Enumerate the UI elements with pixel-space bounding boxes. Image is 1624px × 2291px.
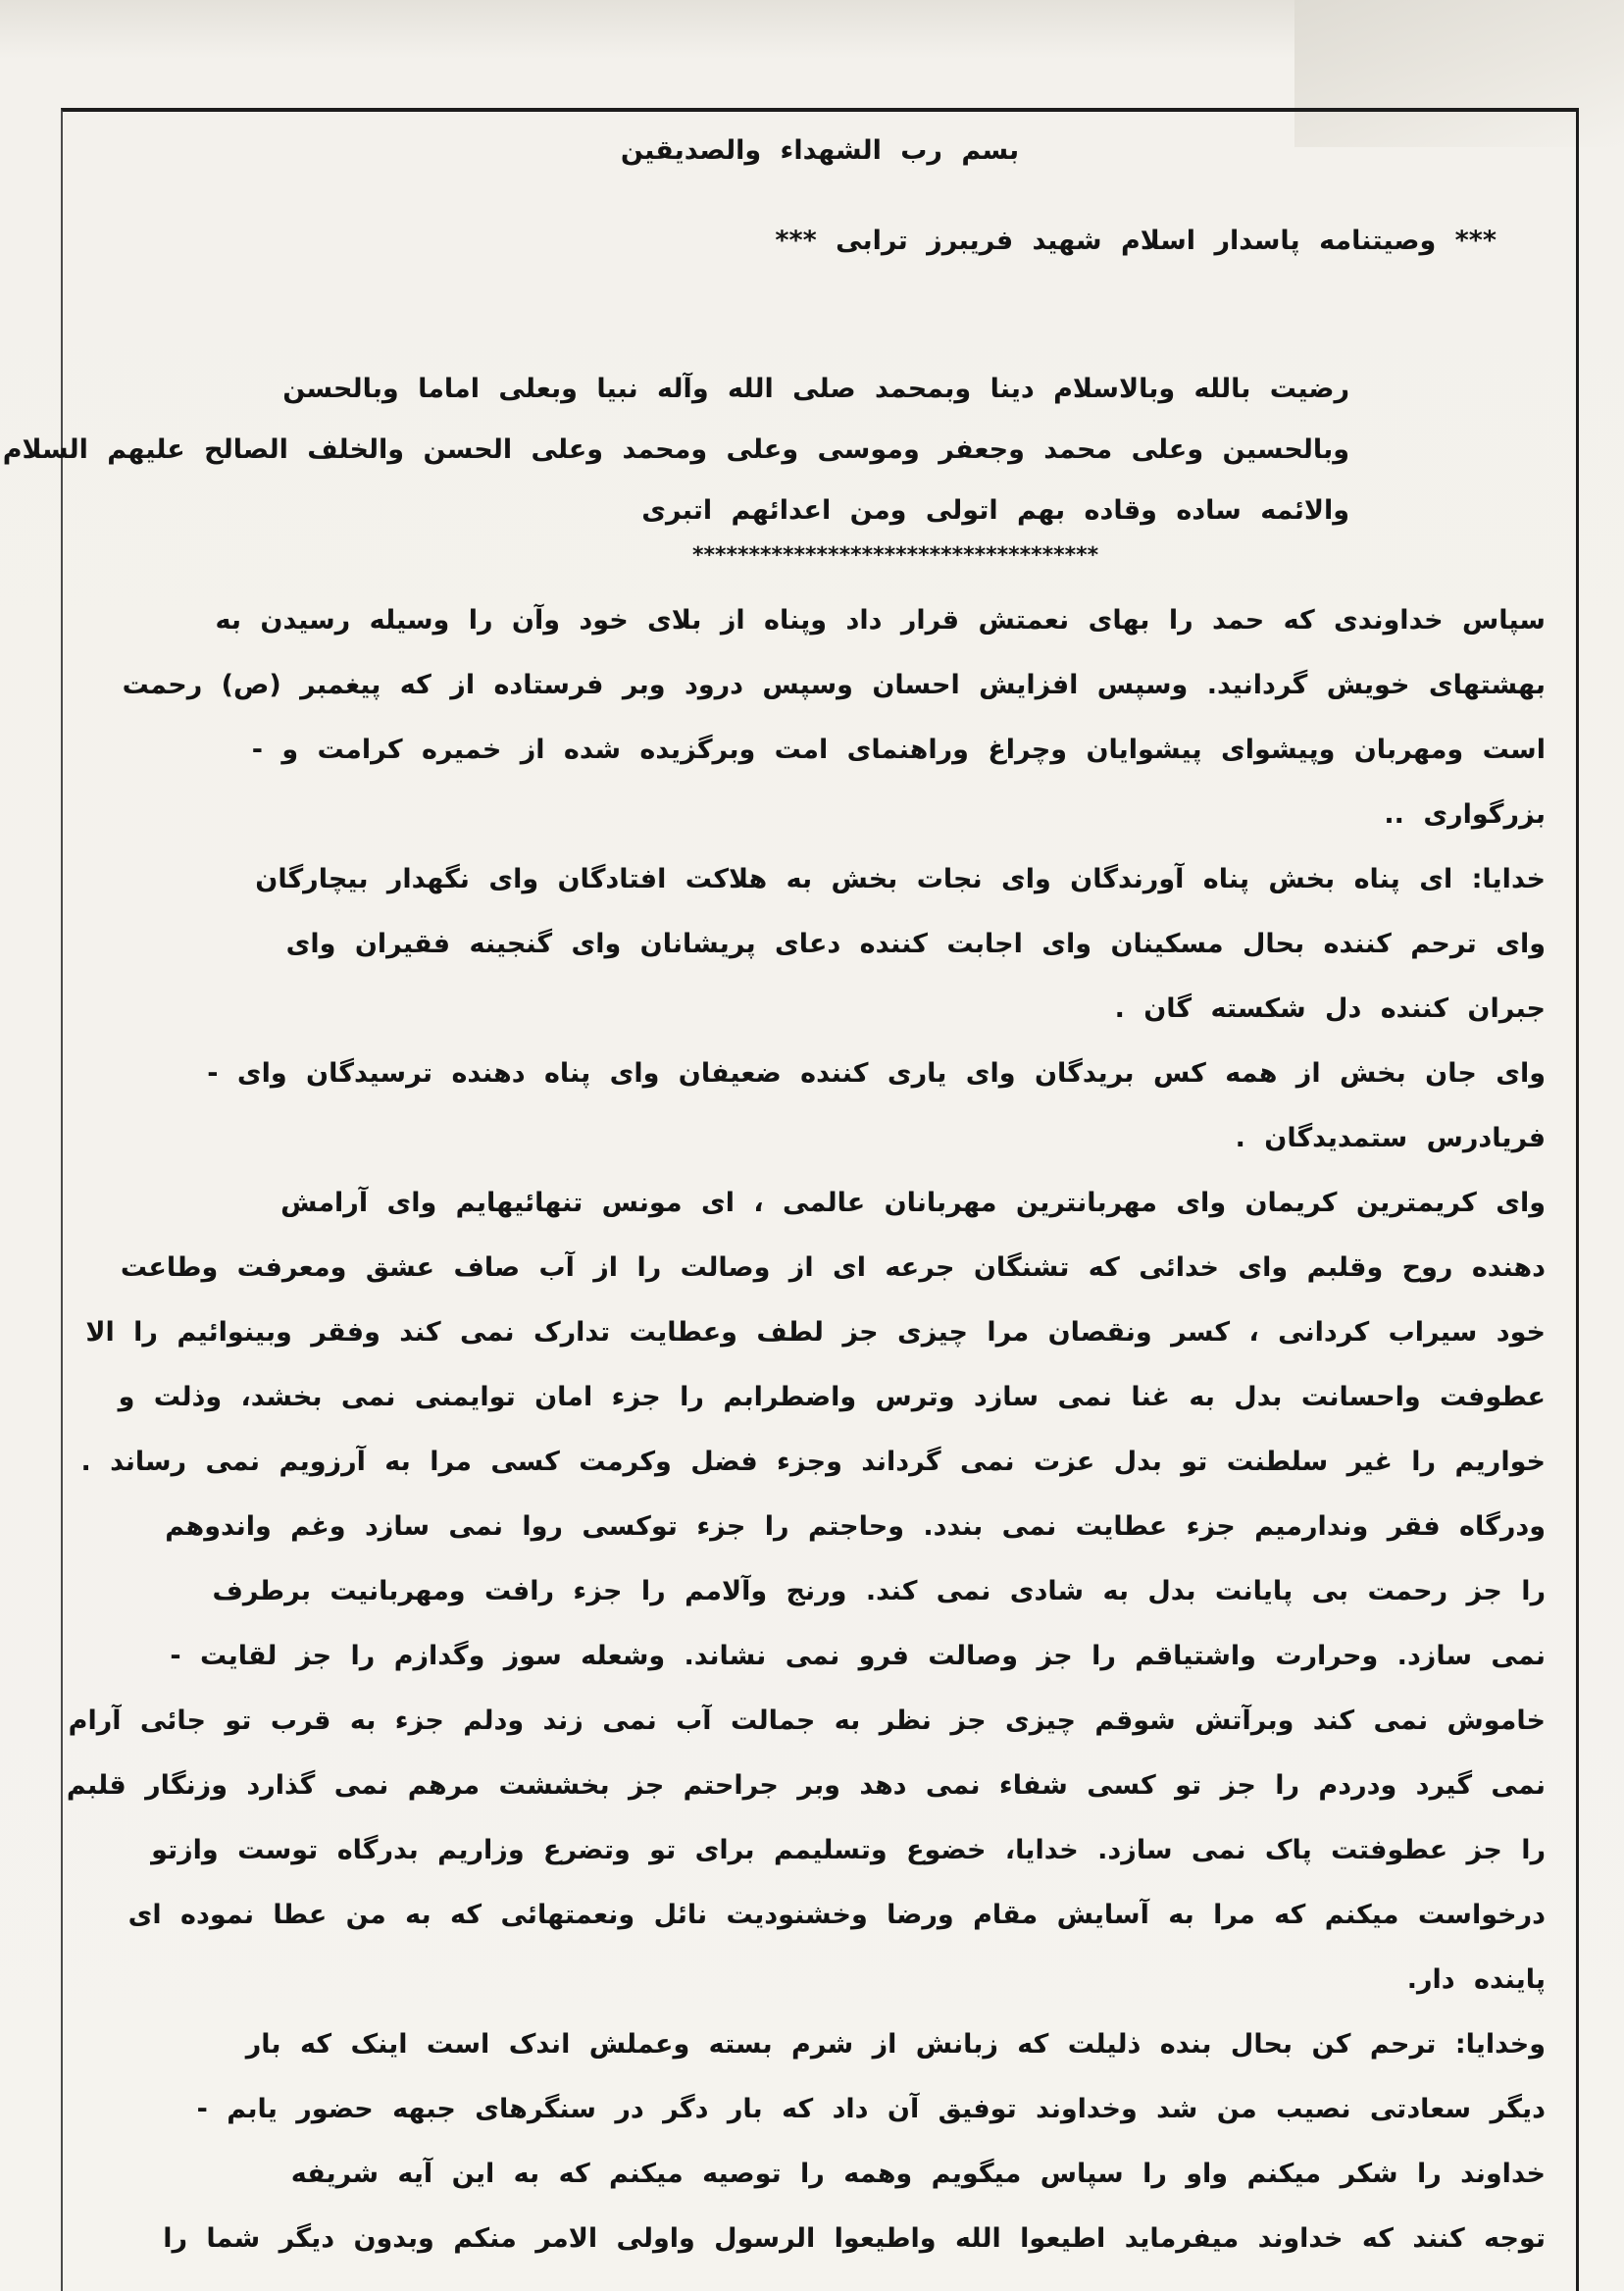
document-title: *** وصیتنامه پاسدار اسلام شهید فریبرز ترابی ***	[775, 226, 1497, 256]
body-line: بزرگواری ..	[1384, 799, 1546, 830]
document-body	[2, 135, 1546, 2271]
body-line: خود سیراب کردانی ، کسر ونقصان مرا چیزی جز لطف وعطایت تدارک نمی کند وفقر وبینوائیم را الا	[85, 1317, 1546, 1348]
body-line: بهشتهای خویش گردانید. وسپس افزایش احسان وسپس درود وبر فرستاده از که پیغمبر (ص) رحمت	[122, 670, 1546, 700]
body-line: نمی سازد. وحرارت واشتیاقم را جز وصالت فرو نمی نشاند. وشعله سوز وگدازم را جز لقایت -	[170, 1641, 1546, 1671]
body-line: توجه کنند که خداوند میفرماید اطیعوا الله واطیعوا الرسول واولی الامر منکم وبدون دیگر شما را	[163, 2223, 1546, 2254]
body-line: دهنده روح وقلبم وای خدائی که تشنگان جرعه ای از وصالت را از آب صاف عشق ومعرفت وطاعت	[120, 1252, 1546, 1283]
body-line: را جز عطوفتت پاک نمی سازد. خدایا، خضوع وتسلیمم برای تو وتضرع وزاریم بدرگاه توست وازتو	[151, 1835, 1546, 1865]
body-line: وای جان بخش از همه کس بریدگان وای یاری کننده ضعیفان وای پناه دهنده ترسیدگان وای -	[207, 1058, 1546, 1089]
preamble-block	[2, 359, 1546, 541]
body-line: خدایا: ای پناه بخش پناه آورندگان وای نجات بخش به هلاکت افتادگان وای نگهدار بیچارگان	[255, 864, 1546, 894]
preamble-line: وبالحسین وعلی محمد وجعفر وموسی وعلی ومحمد وعلی الحسن والخلف الصالح علیهم السلام	[2, 434, 1349, 465]
body-line: ودرگاه فقر وندارمیم جزء عطایت نمی بندد. وحاجتم را جزء توکسی روا نمی سازد وغم واندوهم	[165, 1511, 1546, 1542]
body-line: فریادرس ستمدیدگان .	[1235, 1123, 1546, 1153]
body-line: وخدایا: ترحم کن بحال بنده ذلیلت که زبانش از شرم بسته وعملش اندک است اینک که بار	[245, 2029, 1546, 2060]
body-line: است ومهربان وپیشوای پیشوایان وچراغ وراهنمای امت وبرگزیده شده از خمیره کرامت و -	[251, 735, 1546, 765]
body-line: عطوفت واحسانت بدل به غنا نمی سازد وترس واضطرابم را جزء امان توایمنی نمی بخشد، وذلت و	[118, 1382, 1546, 1412]
preamble-line: والائمه ساده وقاده بهم اتولی ومن اعدائهم اتبری	[641, 495, 1349, 526]
body-line: درخواست میکنم که مرا به آسایش مقام ورضا وخشنودیت نائل ونعمتهائی که به من عطا نموده ای	[127, 1900, 1546, 1930]
body-line: وای کریمترین کریمان وای مهربانترین مهربانان عالمی ، ای مونس تنهائیهایم وای آرامش	[280, 1188, 1546, 1218]
body-line: جبران کننده دل شکسته گان .	[1114, 993, 1546, 1024]
body-line: نمی گیرد ودردم را جز تو کسی شفاء نمی دهد وبر جراحتم جز بخششت مرهم نمی گذارد وزنگار قلبم	[66, 1770, 1546, 1801]
body-line: خداوند را شکر میکنم واو را سپاس میگویم وهمه را توصیه میکنم که به این آیه شریفه	[290, 2159, 1546, 2189]
preamble-line: رضیت بالله وبالاسلام دینا وبمحمد صلی الله وآله نبیا وبعلی اماما وبالحسن	[282, 374, 1349, 404]
asterisk-separator: ************************************	[692, 543, 1099, 568]
testament-text	[55, 588, 1546, 2271]
body-line: دیگر سعادتی نصیب من شد وخداوند توفیق آن داد که بار دگر در سنگرهای جبهه حضور یابم -	[196, 2094, 1546, 2124]
basmala-heading: بسم رب الشهداء والصدیقین	[620, 135, 1020, 166]
body-line: خاموش نمی کند وبرآتش شوقم چیزی جز نظر به جمالت آب نمی زند ودلم جزء به قرب تو جائی آرام	[68, 1706, 1546, 1736]
body-line: خواریم را غیر سلطنت تو بدل عزت نمی گرداند وجزء فضل وکرمت کسی مرا به آرزویم نمی رساند .	[80, 1447, 1546, 1477]
body-line: وای ترحم کننده بحال مسکینان وای اجابت کننده دعای پریشانان وای گنجینه فقیران وای	[285, 929, 1546, 959]
body-line: پاینده دار.	[1406, 1964, 1546, 1995]
body-line: سپاس خداوندی که حمد را بهای نعمتش قرار داد وپناه از بلای خود وآن را وسیله رسیدن به	[215, 605, 1546, 636]
body-line: را جز رحمت بی پایانت بدل به شادی نمی کند. ورنج وآلامم را جزء رافت ومهربانیت برطرف	[212, 1576, 1546, 1606]
